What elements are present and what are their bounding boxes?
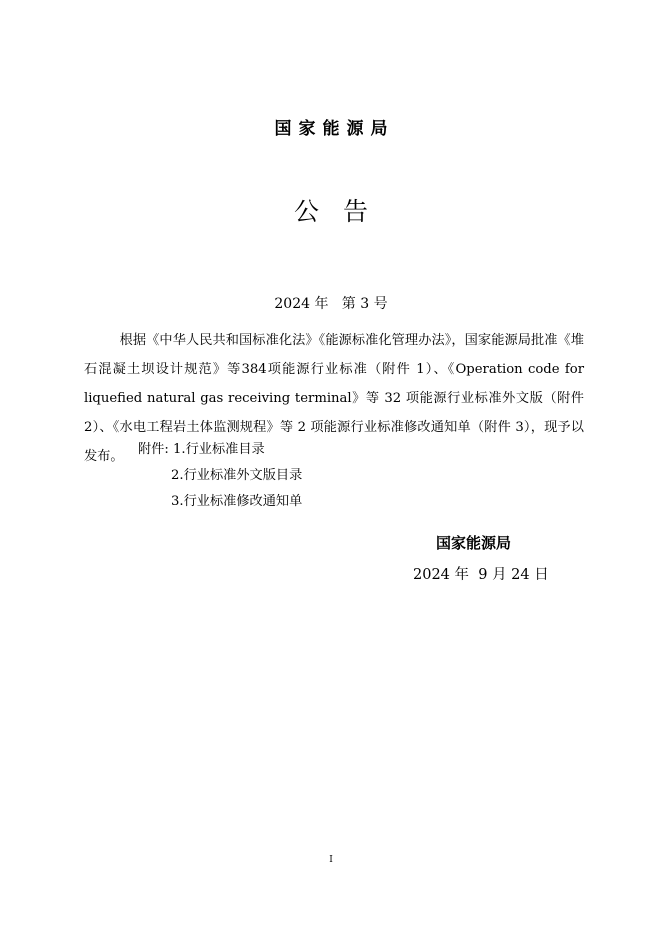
attachment-item-3: 3.行业标准修改通知单 xyxy=(171,494,303,509)
document-title: 公告 xyxy=(293,197,392,226)
signature-agency: 国家能源局 xyxy=(436,534,512,552)
attachments-label: 附件: xyxy=(138,442,174,457)
signature-date: 2024 年 9 月 24 日 xyxy=(413,567,549,583)
announcement-body: 根据《中华人民共和国标准化法》《能源标准化管理办法》，国家能源局批准《堆石混凝土坝设计规范》等384项能源行业标准（附件 1）、《Operation code for liquefied natural gas receiving terminal》等 32 项能源行业标准外文版（附件 2）、《水电工程岩土体监测规程》等 2 项能源行业标准修改通知单（附件 3），现予以发布。 xyxy=(84,333,584,464)
attachments-list xyxy=(138,437,302,515)
attachment-item-2: 2.行业标准外文版目录 xyxy=(171,468,303,483)
attachment-item-1: 附件: 1.行业标准目录 xyxy=(138,442,265,457)
page-number: I xyxy=(329,855,333,865)
issuing-agency-header: 国家能源局 xyxy=(274,119,395,139)
document-number: 2024 年 第 3 号 xyxy=(274,296,388,312)
